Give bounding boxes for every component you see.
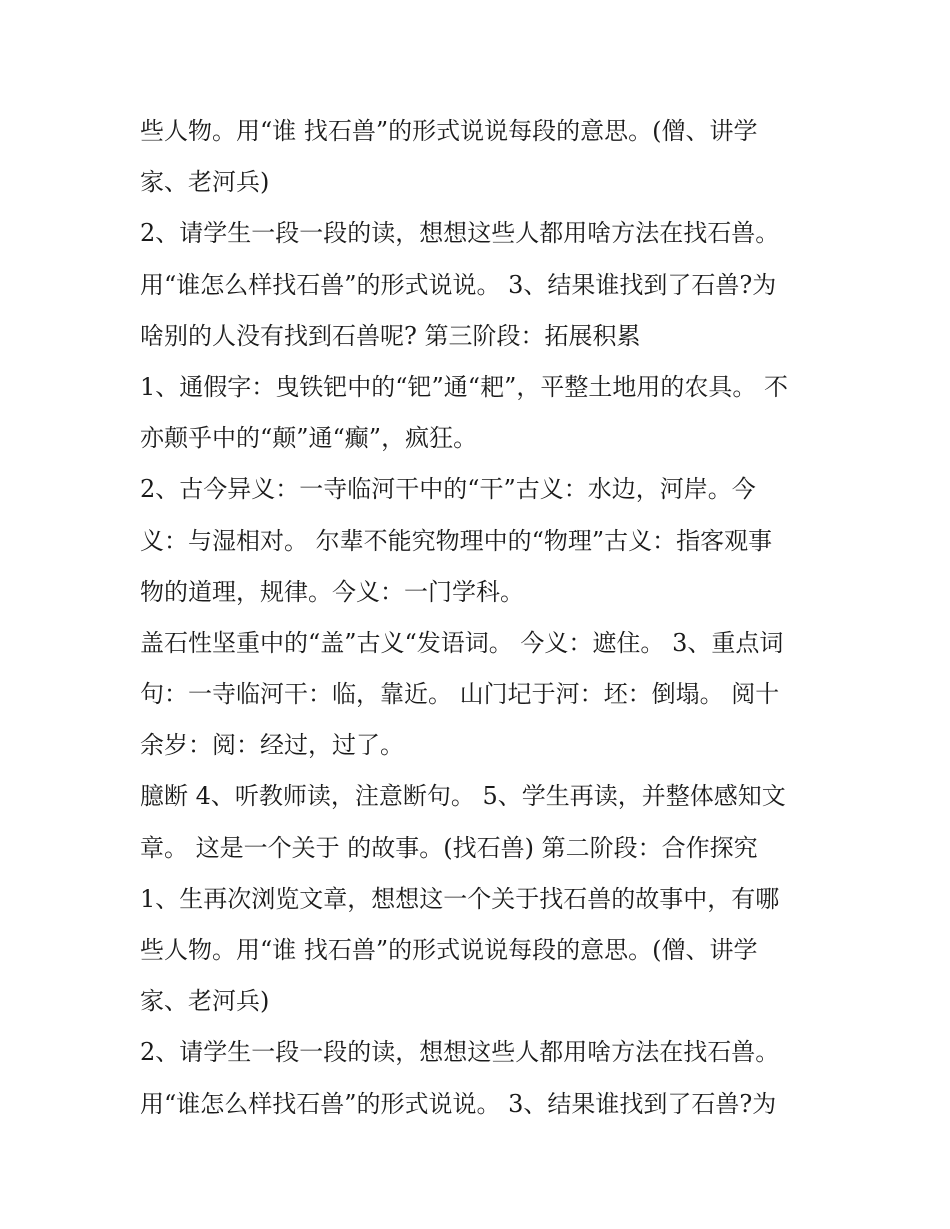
text-line: 用“谁怎么样找石兽”的形式说说。 3、结果谁找到了石兽?为 [140, 1089, 777, 1118]
text-line: 章。 这是一个关于 的故事。(找石兽) 第二阶段：合作探究 [140, 833, 758, 862]
text-line: 臆断 4、听教师读，注意断句。 5、学生再读，并整体感知文 [140, 782, 786, 811]
text-line: 物的道理，规律。今义：一门学科。 [140, 577, 524, 606]
text-line: 家、老河兵) [140, 168, 270, 197]
text-line: 些人物。用“谁 找石兽”的形式说说每段的意思。(僧、讲学 [140, 117, 758, 145]
text-line: 用“谁怎么样找石兽”的形式说说。 3、结果谁找到了石兽?为 [140, 270, 777, 299]
text-line: 句：一寺临河干：临，靠近。 山门圮于河：坯：倒塌。 阅十 [140, 680, 780, 709]
text-line: 啥别的人没有找到石兽呢? 第三阶段：拓展积累 [140, 321, 641, 350]
text-line: 1、生再次浏览文章，想想这一个关于找石兽的故事中，有哪 [140, 884, 780, 913]
text-line: 义：与湿相对。 尔辈不能究物理中的“物理”古义：指客观事 [140, 526, 773, 555]
text-line: 2、请学生一段一段的读，想想这些人都用啥方法在找石兽。 [140, 219, 780, 248]
body-text [140, 106, 820, 1130]
text-line: 2、古今异义：一寺临河干中的“干”古义：水边，河岸。今 [140, 475, 756, 504]
text-line: 些人物。用“谁 找石兽”的形式说说每段的意思。(僧、讲学 [140, 936, 758, 964]
text-line: 亦颠乎中的“颠”通“癫”，疯狂。 [140, 424, 478, 453]
text-line: 1、通假字：曳铁钯中的“钯”通“耙”，平整土地用的农具。 不 [140, 372, 788, 401]
text-line: 2、请学生一段一段的读，想想这些人都用啥方法在找石兽。 [140, 1038, 780, 1067]
text-line: 余岁：阅：经过，过了。 [140, 731, 404, 760]
text-line: 盖石性坚重中的“盖”古义“发语词。 今义：遮住。 3、重点词 [140, 628, 784, 657]
text-line: 家、老河兵) [140, 987, 270, 1016]
